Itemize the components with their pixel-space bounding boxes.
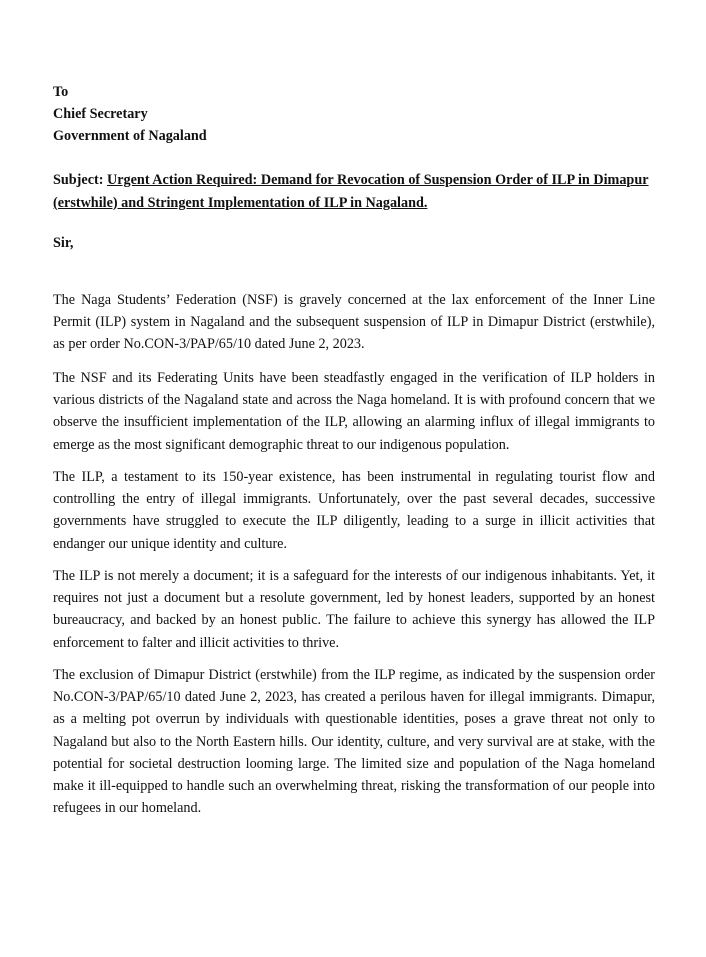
salutation: Sir, [53, 235, 74, 251]
paragraph-3: The ILP, a testament to its 150-year existence, has been instrumental in regulating tourist flow and controlling the entry of illegal immigrants. Unfortunately, over the past several decades, successive governments have struggled to execute the ILP diligently, leading to a surge in illicit activities that endanger our unique identity and culture. [53, 469, 655, 552]
paragraph-4: The ILP is not merely a document; it is a safeguard for the interests of our indigenous inhabitants. Yet, it requires not just a document but a resolute government, led by honest leaders, supported by an honest bureaucracy, and backed by an honest public. The failure to achieve this synergy has allowed the ILP enforcement to falter and illicit activities to thrive. [53, 568, 655, 651]
subject-line [53, 169, 655, 214]
paragraph-2: The NSF and its Federating Units have been steadfastly engaged in the verification of ILP holders in various districts of the Nagaland state and across the Naga homeland. It is with profound concern that we observe the insufficient implementation of the ILP, allowing an alarming influx of illegal immigrants to emerge as the most significant demographic threat to our indigenous population. [53, 370, 655, 453]
addressee-organization: Government of Nagaland [53, 128, 207, 144]
addressee-title: Chief Secretary [53, 106, 148, 122]
paragraph-1: The Naga Students’ Federation (NSF) is gravely concerned at the lax enforcement of the Inner Line Permit (ILP) system in Nagaland and the subsequent suspension of ILP in Dimapur District (erstwhile), as per order No.CON-3/PAP/65/10 dated June 2, 2023. [53, 292, 655, 353]
subject-text: Urgent Action Required: Demand for Revocation of Suspension Order of ILP in Dimapur (erstwhile) and Stringent Implementation of ILP in Nagaland. [53, 172, 649, 211]
subject-label: Subject: [53, 172, 107, 188]
addressee-to: To [53, 84, 69, 100]
paragraph-5: The exclusion of Dimapur District (erstwhile) from the ILP regime, as indicated by the suspension order No.CON-3/PAP/65/10 dated June 2, 2023, has created a perilous haven for illegal immigrants. Dimapur, as a melting pot overrun by individuals with questionable identities, poses a grave threat not only to Nagaland but also to the North Eastern hills. Our identity, culture, and very survival are at stake, with the potential for societal destruction looming large. The limited size and population of the Naga homeland make it ill-equipped to handle such an overwhelming threat, risking the transformation of our people into refugees in our homeland. [53, 667, 655, 817]
